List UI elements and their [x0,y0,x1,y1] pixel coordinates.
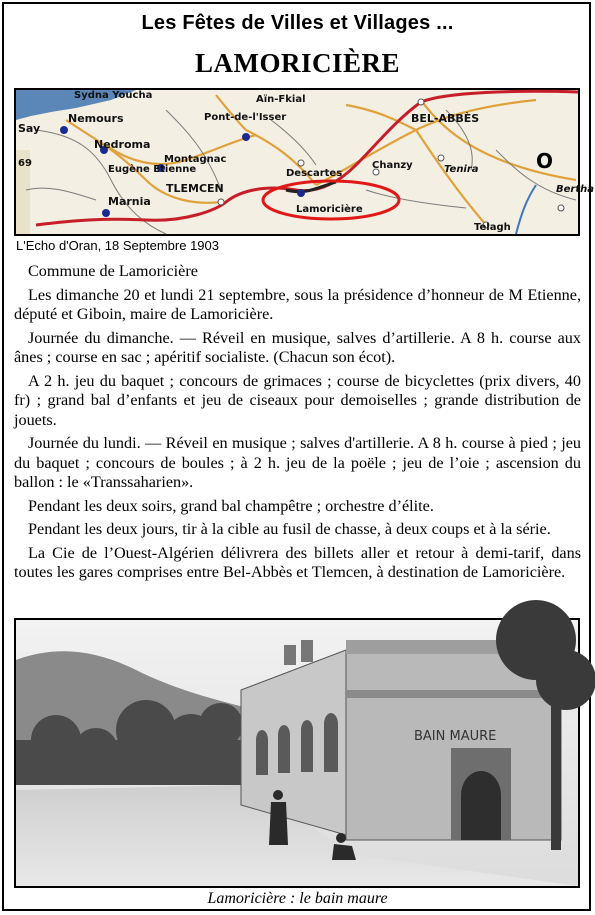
map-drawing [16,90,594,234]
bath-sign: BAIN MAURE [414,729,497,744]
map-caption: L'Echo d'Oran, 18 Septembre 1903 [16,238,219,253]
map-label-chanzy: Chanzy [372,160,413,171]
map-label-marnia: Marnia [108,195,151,208]
article-paragraph: Commune de Lamoricière [28,262,198,280]
map-label-sydna: Sydna Youcha [74,90,153,101]
map-label-telagh: Telagh [474,222,511,233]
photo-caption: Lamoricière : le bain maure [207,890,388,907]
series-title: Les Fêtes de Villes et Villages ... [141,12,454,34]
article-paragraph: La Cie de l’Ouest-Algérien délivrera des billets aller et retour à demi-tarif, dans toutes les gares comprises entre Bel-Abbès et Tlemcen, à destination de Lamoricière. [14,543,581,581]
article-paragraph: Pendant les deux soirs, grand bal champêtre ; orchestre d’élite. [28,496,434,515]
map-label-montagnac: Montagnac [164,154,227,165]
map-label-eugene: Eugène Etienne [108,164,197,175]
article-body [14,262,581,587]
map-label-descartes: Descartes [286,168,343,179]
map-label-lamoriciere: Lamoricière [296,204,363,215]
map-label-bel-abbes: BEL-ABBÈS [411,112,480,125]
article-paragraph: Journée du dimanche. — Réveil en musique, salves d’artillerie. A 8 h. course aux ânes ; course en sac ; apéritif socialiste. (Chacun son écot). [14,328,581,366]
map-label-pont-isser: Pont-de-l'Isser [204,112,287,123]
article-paragraph: A 2 h. jeu du baquet ; concours de grimaces ; course de bicyclettes (prix divers, 40 fr) ; grand bal d’enfants et jeu de ciseaux pour demoiselles ; grande distribution de jouets. [14,371,581,429]
photo-drawing [16,620,578,886]
article-paragraph: Les dimanche 20 et lundi 21 septembre, sous la présidence d’honneur de M Etienne, député et Giboin, maire de Lamoricière. [14,285,581,323]
map-label-bertha: Bertha [556,184,594,195]
town-title: LAMORICIÈRE [194,48,401,78]
article-paragraph: Pendant les deux jours, tir à la cible au fusil de chasse, à deux coups et à la série. [28,520,551,538]
river [516,185,536,234]
map-image [14,88,594,236]
map-label-route-69: 69 [18,158,32,169]
bain-maure-photo [14,618,580,888]
map-label-tenira: Tenira [444,164,479,175]
map-label-say: Say [18,122,41,135]
map-label-ain-fkial: Aïn-Fkial [256,94,306,105]
map-label-nemours: Nemours [68,112,124,125]
map-label-nedroma: Nedroma [94,138,151,151]
map-corner-mark: O [536,149,554,173]
article-paragraph: Journée du lundi. — Réveil en musique ; salves d'artillerie. A 8 h. course à pied ; jeu du baquet ; concours de boules ; à 2 h. jeu de la poële ; jeu de l’oie ; ascension du ballon : le «Transsaharien». [14,434,581,491]
map-label-tlemcen: TLEMCEN [166,182,224,195]
